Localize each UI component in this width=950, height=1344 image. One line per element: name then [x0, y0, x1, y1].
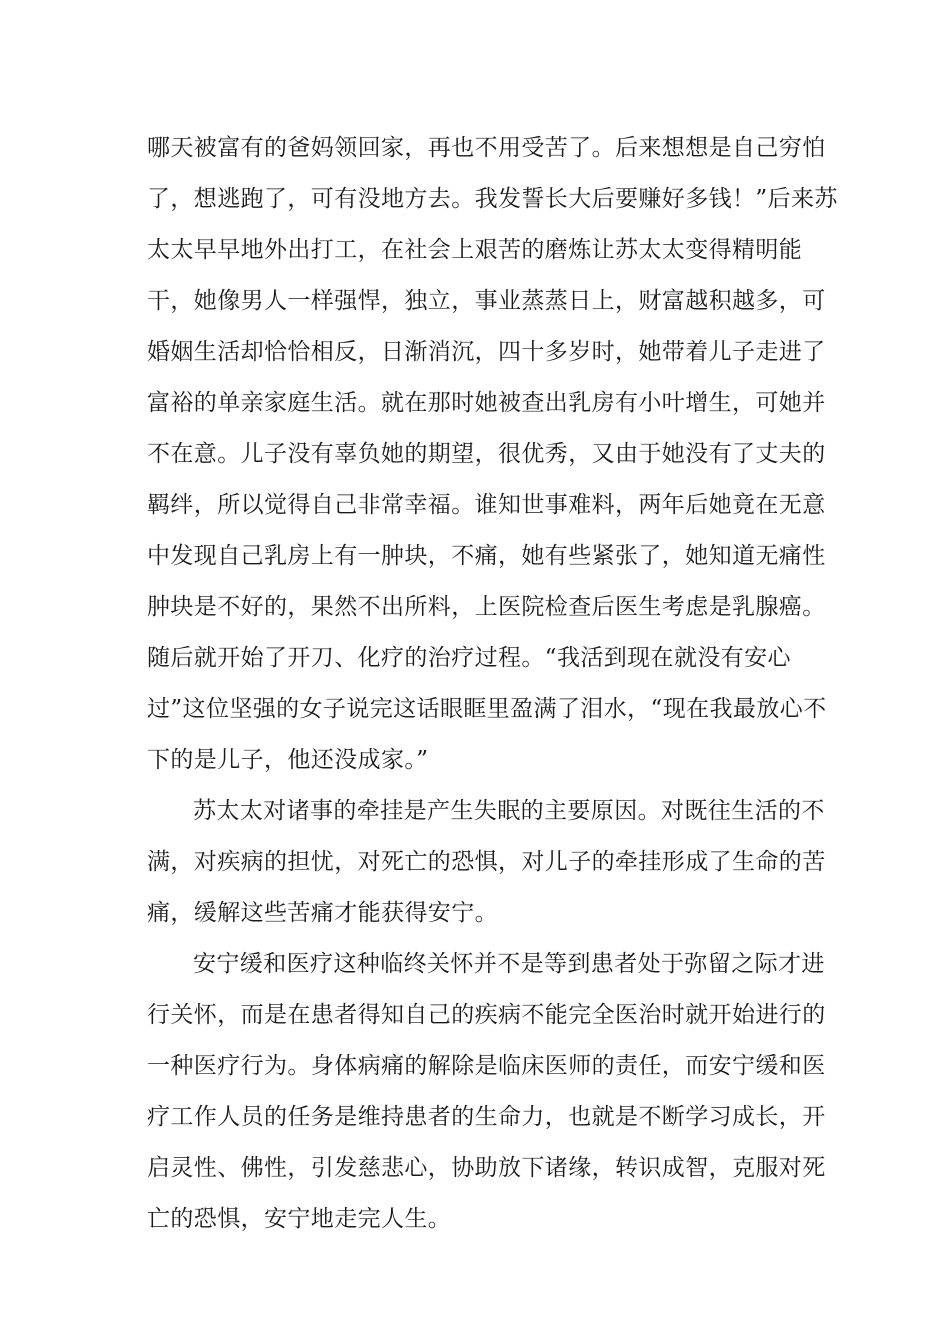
text-line: 富裕的单亲家庭生活。就在那时她被查出乳房有小叶增生，可她并: [147, 390, 826, 416]
text-line: 一种医疗行为。身体病痛的解除是临床医师的责任，而安宁缓和医: [147, 1053, 826, 1079]
text-line: 婚姻生活却恰恰相反，日渐消沉，四十多岁时，她带着儿子走进了: [147, 339, 826, 365]
text-line: 行关怀，而是在患者得知自己的疾病不能完全医治时就开始进行的: [147, 1002, 826, 1028]
text-line: 不在意。儿子没有辜负她的期望，很优秀，又由于她没有了丈夫的: [147, 441, 826, 467]
text-line: 了，想逃跑了，可有没地方去。我发誓长大后要赚好多钱！”后来苏: [147, 186, 838, 212]
text-line: 羁绊，所以觉得自己非常幸福。谁知世事难料，两年后她竟在无意: [147, 492, 826, 518]
text-line: 过”这位坚强的女子说完这话眼眶里盈满了泪水，“现在我最放心不: [147, 696, 827, 722]
text-line: 下的是儿子，他还没成家。”: [147, 747, 429, 773]
text-line: 启灵性、佛性，引发慈悲心，协助放下诸缘，转识成智，克服对死: [147, 1155, 826, 1181]
text-line: 太太早早地外出打工，在社会上艰苦的磨炼让苏太太变得精明能: [147, 237, 803, 263]
text-line: 肿块是不好的，果然不出所料，上医院检查后医生考虑是乳腺癌。: [147, 594, 826, 620]
text-line: 中发现自己乳房上有一肿块，不痛，她有些紧张了，她知道无痛性: [147, 543, 826, 569]
text-line: 干，她像男人一样强悍，独立，事业蒸蒸日上，财富越积越多，可: [147, 288, 826, 314]
text-line: 哪天被富有的爸妈领回家，再也不用受苦了。后来想想是自己穷怕: [147, 135, 826, 161]
paragraph-first-line: 苏太太对诸事的牵挂是产生失眠的主要原因。对既往生活的不: [193, 798, 825, 824]
text-line: 疗工作人员的任务是维持患者的生命力，也就是不断学习成长，开: [147, 1104, 826, 1130]
text-line: 亡的恐惧，安宁地走完人生。: [147, 1206, 452, 1232]
text-line: 随后就开始了开刀、化疗的治疗过程。“我活到现在就没有安心: [147, 645, 791, 671]
paragraph-first-line: 安宁缓和医疗这种临终关怀并不是等到患者处于弥留之际才进: [193, 951, 825, 977]
text-line: 满，对疾病的担忧，对死亡的恐惧，对儿子的牵挂形成了生命的苦: [147, 849, 826, 875]
text-line: 痛，缓解这些苦痛才能获得安宁。: [147, 900, 498, 926]
